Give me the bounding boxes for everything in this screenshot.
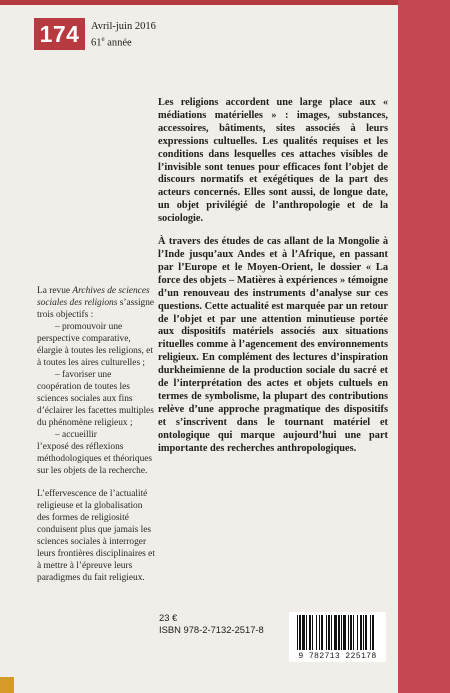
barcode-bar [321, 615, 323, 650]
price: 23 € [159, 612, 178, 623]
barcode-bar [316, 615, 317, 650]
barcode-bar [302, 615, 305, 650]
issue-date-period: Avril-juin 2016 [91, 21, 156, 32]
issue-number-badge: 174 [34, 18, 85, 50]
right-color-band [398, 0, 450, 693]
sidebar-journal-aims [37, 285, 155, 584]
barcode-bar [306, 615, 307, 650]
barcode-digits: 9 782713 225178 [298, 652, 377, 661]
barcode-bars [289, 612, 386, 652]
barcode-bar [326, 615, 327, 650]
barcode-bar [299, 615, 301, 650]
objective-2-text: coopération de toutes les sciences sociales aux fins d’éclairer les facettes multiples du phénomène religieux ; [37, 382, 154, 428]
issue-year: 61e année [91, 35, 132, 49]
barcode-bar [370, 615, 371, 650]
barcode-bar [363, 615, 364, 650]
objective-1-lead: – promouvoir une [55, 322, 123, 332]
barcode-bar [348, 615, 349, 650]
publisher-logo-icon [0, 677, 14, 693]
barcode-bar [328, 615, 330, 650]
isbn: ISBN 978-2-7132-2517-8 [159, 623, 264, 635]
objective-3-lead: – accueillir [55, 430, 97, 440]
barcode-bar [357, 615, 358, 650]
barcode [289, 612, 386, 662]
barcode-bar [312, 615, 313, 650]
sidebar-closing: L’effervescence de l’actualité religieuse et la globalisation des formes de religiosité conduisent plus que jamais les sciences sociales à interroger leurs frontières disciplinaires et à mettre à l’épreuve leurs paradigmes du fait religieux. [37, 489, 155, 583]
barcode-bar [372, 615, 374, 650]
top-color-bar [0, 0, 398, 5]
main-description [158, 97, 388, 465]
barcode-bar [353, 615, 354, 650]
issue-date [91, 20, 156, 50]
price-isbn-block [159, 612, 264, 635]
barcode-bar [341, 615, 342, 650]
barcode-bar [360, 615, 362, 650]
main-paragraph-2: À travers des études de cas allant de la Mongolie à l’Inde jusqu’aux Andes et à l’Afrique, en passant par l’Europe et le Moyen-Orient, le dossier « La force des objets – Matières à expériences » témoigne d’un renouveau des instruments d’analyse sur ces questions. Cette actualité est marquée par un retour de l’objet et par une attention minutieuse portée aux dispositifs matériels associés aux situations rituelles comme à l’agencement des environnements religieux. En complément des lectures d’inspiration durkheimienne de la production sociale du sacré et de l’interprétation des actes et objets cultuels en termes de symbolisme, la plupart des contributions relève d’une approche pragmatique des dispositifs et s’inscrivent dans le tournant matériel et ontologique qui marque aujourd’hui une part importante des recherches anthropologiques. [158, 236, 388, 454]
objective-1-text: perspective comparative, élargie à toutes les religions, et à toutes les aires culturelles ; [37, 334, 153, 368]
objective-3-text: l’exposé des réflexions méthodologiques et théoriques sur les objets de la recherche. [37, 442, 153, 476]
barcode-bar [331, 615, 332, 650]
barcode-bar [309, 615, 311, 650]
barcode-bar [297, 615, 298, 650]
barcode-bar [319, 615, 320, 650]
barcode-bar [365, 615, 367, 650]
barcode-bar [338, 615, 340, 650]
barcode-bar [350, 615, 352, 650]
barcode-bar [343, 615, 346, 650]
sidebar-intro: La revue Archives de sciences sociales des religions s’assigne trois objectifs : [37, 286, 155, 320]
objective-2-lead: – favoriser une [55, 370, 112, 380]
barcode-bar [334, 615, 337, 650]
main-paragraph-1: Les religions accordent une large place aux « médiations matérielles » : images, substances, accessoires, bâtiments, sites associés à leurs expressions cultuelles. Les qualités requises et les conditions dans lesquelles ces attaches visibles de l’invisible sont tenues pour efficaces font l’objet de discours normatifs et exégétiques de la part des acteurs concernés. Elles sont aussi, de longue date, un objet privilégié de l’anthropologie et de la sociologie. [158, 97, 388, 225]
